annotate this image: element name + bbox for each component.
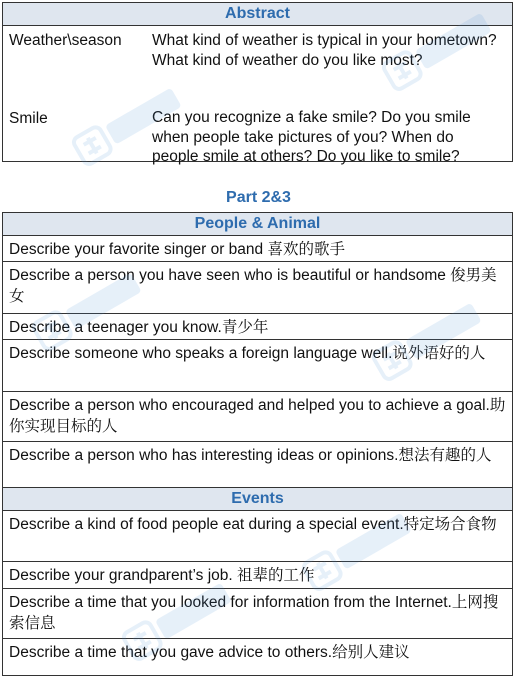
topic-row: Describe your favorite singer or band 喜欢的歌手 — [9, 241, 345, 258]
abstract-header: Abstract — [3, 3, 512, 26]
topic-row: Describe a kind of food people eat during a special event.特定场合食物 — [9, 516, 497, 533]
part-title: Part 2&3 — [226, 189, 291, 206]
abstract-question-smile: Can you recognize a fake smile? Do you smile when people take pictures of you? When do people smile at others? Do you like to smile? — [152, 109, 471, 165]
topic-row: Describe a time that you looked for information from the Internet.上网搜索信息 — [3, 588, 512, 638]
section-events — [3, 511, 512, 664]
section-people-animal — [3, 236, 512, 487]
section-header-people-animal: People & Animal — [3, 213, 512, 236]
topic-row: Describe a teenager you know.青少年 — [3, 313, 512, 339]
topic-row: Describe a person who encouraged and helped you to achieve a goal.助你实现目标的人 — [3, 391, 512, 441]
abstract-question-weather: What kind of weather is typical in your hometown? What kind of weather do you like most? — [152, 32, 497, 69]
section-header-events: Events — [3, 487, 512, 511]
abstract-body — [3, 26, 512, 163]
abstract-topic-smile: Smile — [9, 110, 48, 127]
topic-row: Describe a time that you gave advice to others.给别人建议 — [3, 638, 512, 664]
part23-table — [2, 212, 513, 676]
abstract-topic-weather: Weather\season — [9, 32, 122, 49]
topic-row: Describe your grandparent’s job. 祖辈的工作 — [3, 561, 512, 588]
topic-row: Describe a person who has interesting ideas or opinions.想法有趣的人 — [3, 441, 512, 487]
topic-row: Describe someone who speaks a foreign language well.说外语好的人 — [3, 339, 512, 391]
topic-row: Describe a person you have seen who is beautiful or handsome 俊男美女 — [3, 261, 512, 313]
abstract-table — [2, 2, 513, 165]
